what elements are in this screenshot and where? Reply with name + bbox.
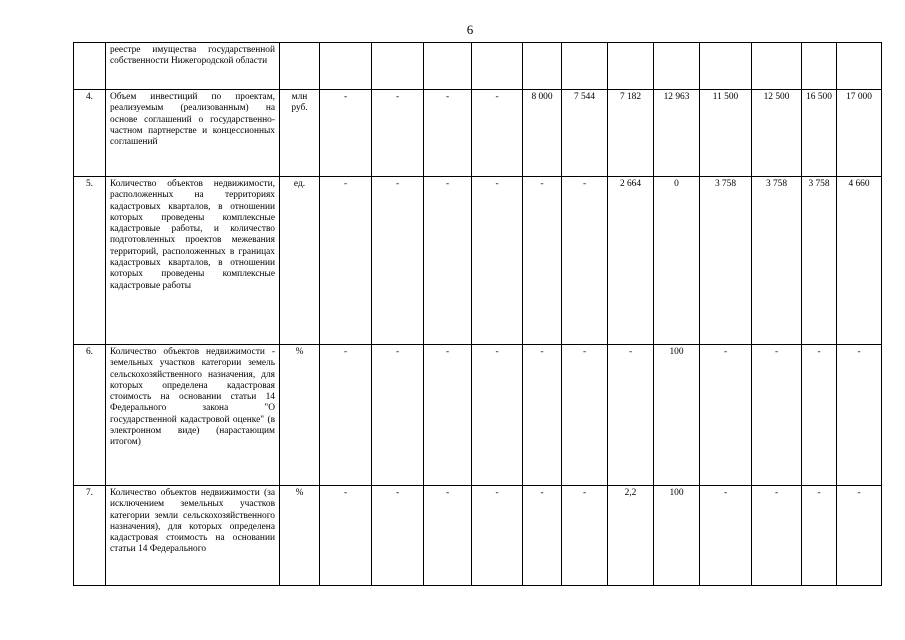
value-cell [523, 43, 562, 90]
value-cell: 3 758 [802, 177, 837, 345]
value-cell: - [320, 345, 372, 486]
value-cell: - [700, 345, 752, 486]
value-cell: 8 000 [523, 90, 562, 177]
row-number-cell: 7. [74, 486, 106, 586]
value-cell [424, 43, 472, 90]
value-cell: - [372, 345, 424, 486]
value-cell: - [320, 177, 372, 345]
value-cell: - [802, 345, 837, 486]
value-cell: 2 664 [608, 177, 654, 345]
value-cell: 4 660 [837, 177, 882, 345]
value-cell: - [320, 486, 372, 586]
value-cell: 7 544 [562, 90, 608, 177]
value-cell [472, 43, 523, 90]
value-cell: 17 000 [837, 90, 882, 177]
value-cell: - [562, 177, 608, 345]
value-cell: 11 500 [700, 90, 752, 177]
value-cell: 100 [654, 345, 700, 486]
indicator-name-cell: Объем инвестиций по проектам, реализуемым (реализованным) на основе соглашений о государственно-частном партнерстве и концессионных соглашений [106, 90, 280, 177]
value-cell: - [472, 90, 523, 177]
value-cell: - [472, 486, 523, 586]
value-cell: - [802, 486, 837, 586]
table-row [74, 486, 882, 586]
unit-cell: % [280, 486, 320, 586]
table-row [74, 43, 882, 90]
value-cell [320, 43, 372, 90]
unit-cell: млн руб. [280, 90, 320, 177]
value-cell: - [562, 345, 608, 486]
row-number-cell: 6. [74, 345, 106, 486]
value-cell: 3 758 [700, 177, 752, 345]
row-number-cell [74, 43, 106, 90]
value-cell [802, 43, 837, 90]
value-cell [608, 43, 654, 90]
indicators-table [73, 42, 882, 586]
indicator-name-cell: Количество объектов недвижимости - земельных участков категории земель сельскохозяйственного назначения, для которых определена кадастровая стоимость на основании статьи 14 Федерального закона "О государственной кадастровой оценке" (в электронном виде) (нарастающим итогом) [106, 345, 280, 486]
value-cell: - [424, 486, 472, 586]
value-cell: - [472, 345, 523, 486]
unit-cell [280, 43, 320, 90]
value-cell [700, 43, 752, 90]
value-cell: - [523, 177, 562, 345]
value-cell [654, 43, 700, 90]
value-cell: - [424, 90, 472, 177]
value-cell: - [837, 486, 882, 586]
value-cell: 3 758 [752, 177, 802, 345]
value-cell: - [472, 177, 523, 345]
value-cell: - [424, 345, 472, 486]
value-cell: 16 500 [802, 90, 837, 177]
value-cell: - [837, 345, 882, 486]
table-row [74, 177, 882, 345]
value-cell: 12 500 [752, 90, 802, 177]
value-cell: 12 963 [654, 90, 700, 177]
value-cell: - [523, 486, 562, 586]
value-cell: 0 [654, 177, 700, 345]
value-cell: 7 182 [608, 90, 654, 177]
table-row [74, 90, 882, 177]
value-cell: 2,2 [608, 486, 654, 586]
value-cell [752, 43, 802, 90]
unit-cell: ед. [280, 177, 320, 345]
value-cell [562, 43, 608, 90]
value-cell: - [320, 90, 372, 177]
value-cell: - [608, 345, 654, 486]
value-cell: - [752, 486, 802, 586]
row-number-cell: 4. [74, 90, 106, 177]
value-cell: - [372, 177, 424, 345]
value-cell [837, 43, 882, 90]
value-cell: - [752, 345, 802, 486]
value-cell: - [700, 486, 752, 586]
value-cell: - [372, 486, 424, 586]
page-number: 6 [466, 22, 474, 37]
value-cell: - [424, 177, 472, 345]
indicator-name-cell: Количество объектов недвижимости, расположенных на территориях кадастровых кварталов, в отношении которых проведены комплексные кадастровые работы, и количество подготовленных проектов межевания территорий, расположенных в границах кадастровых кварталов, в отношении которых проведены комплексные кадастровые работы [106, 177, 280, 345]
value-cell: - [523, 345, 562, 486]
value-cell: - [372, 90, 424, 177]
value-cell: - [562, 486, 608, 586]
unit-cell: % [280, 345, 320, 486]
indicator-name-cell: Количество объектов недвижимости (за исключением земельных участков категории земли сельскохозяйственного назначения), для которых определена кадастровая стоимость на основании статьи 14 Федерального [106, 486, 280, 586]
value-cell: 100 [654, 486, 700, 586]
table-row [74, 345, 882, 486]
row-number-cell: 5. [74, 177, 106, 345]
indicator-name-cell: реестре имущества государственной собственности Нижегородской области [106, 43, 280, 90]
value-cell [372, 43, 424, 90]
